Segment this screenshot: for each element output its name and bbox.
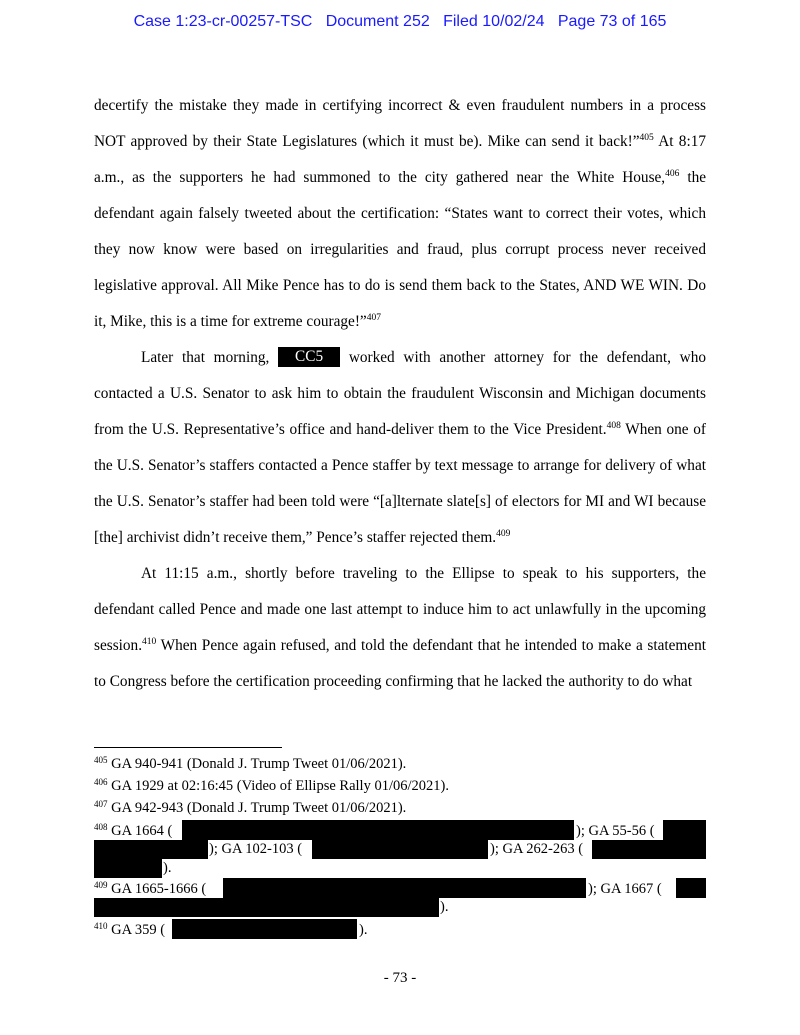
footnote-408-part-d: ); GA 262-263 ( (490, 841, 584, 857)
redaction-block (172, 919, 357, 939)
footnote-410: $^{410}$ GA 359 ( (94, 921, 166, 938)
case-header (0, 13, 800, 31)
redaction-block (94, 898, 439, 917)
redaction-block (312, 840, 488, 859)
redaction-block (663, 820, 706, 840)
footnote-divider (94, 747, 282, 748)
body-text (94, 88, 706, 700)
redaction-cc5: CC5 (278, 347, 340, 367)
footnote-ref-406: 406 (665, 169, 680, 179)
footnote-ref-410: 410 (142, 637, 157, 647)
footnote-406: $^{406}$ GA 1929 at 02:16:45 (Video of Ellipse Rally 01/06/2021). (94, 777, 449, 794)
paragraph-1: decertify the mistake they made in certifying incorrect & even fraudulent numbers in a process NOT approved by their State Legislatures (which it must be). Mike can send it back!”$^{405}$ At 8:17 a.m., as the supporters he had summoned to the city gathered near the White House,$^{406}$ the defendant again falsely tweeted about the certification: “States want to correct their votes, which they now know were based on irregularities and fraud, plus corrupt process never received legislative approval. All Mike Pence has to do is send them back to the States, AND WE WIN. Do it, Mike, this is a time for extreme courage!”$^{407}$ (94, 97, 707, 330)
case-number: Case 1:23-cr-00257-TSC (133, 13, 313, 30)
footnote-410-part-b: ). (359, 922, 368, 938)
redaction-block (592, 840, 706, 859)
footnote-408-part-e: ). (163, 860, 172, 876)
footnote-408: $^{408}$ GA 1664 ( (94, 822, 173, 839)
footnote-409-part-b: ); GA 1667 ( (588, 881, 662, 897)
footnote-407: $^{407}$ GA 942-943 (Donald J. Trump Tweet 01/06/2021). (94, 799, 407, 816)
page-number: - 73 - (383, 970, 417, 986)
page-count: Page 73 of 165 (557, 13, 667, 30)
redaction-block (94, 840, 208, 859)
footnote-408-part-b: ); GA 55-56 ( (576, 823, 655, 839)
redaction-block (223, 878, 586, 898)
footnote-405: $^{405}$ GA 940-941 (Donald J. Trump Tweet 01/06/2021). (94, 755, 407, 772)
footnote-ref-407: 407 (366, 313, 381, 323)
footnote-408-part-c: ); GA 102-103 ( (209, 841, 303, 857)
redaction-block (94, 859, 162, 878)
footnote-ref-405: 405 (639, 133, 654, 143)
filed-date: Filed 10/02/24 (443, 13, 545, 30)
footnote-ref-408: 408 (606, 421, 621, 431)
paragraph-3: At 11:15 a.m., shortly before traveling to the Ellipse to speak to his supporters, the defendant called Pence and made one last attempt to induce him to act unlawfully in the upcoming session.$^{410}$ When Pence again refused, and told the defendant that he intended to make a statement to Congress before the certification proceeding confirming that he lacked the authority to do what (94, 565, 706, 690)
redaction-block (182, 820, 574, 840)
footnote-ref-409: 409 (496, 529, 511, 539)
document-number: Document 252 (325, 13, 430, 30)
redaction-block (676, 878, 706, 898)
footnote-409-part-c: ). (440, 899, 449, 915)
paragraph-2: Later that morning, CC5 worked with another attorney for the defendant, who contacted a U.S. Senator to ask him to obtain the fraudulent Wisconsin and Michigan documents from the U.S. Representative’s office and hand-deliver them to the Vice President.$^{408}$ When one of the U.S. Senator’s staffers contacted a Pence staffer by text message to arrange for delivery of what the U.S. Senator’s staffer had been told were “[a]lternate slate[s] of electors for MI and WI because [the] archivist didn’t receive them,” Pence’s staffer rejected them.$^{409}$ (94, 348, 707, 546)
footnote-409: $^{409}$ GA 1665-1666 ( (94, 880, 207, 897)
